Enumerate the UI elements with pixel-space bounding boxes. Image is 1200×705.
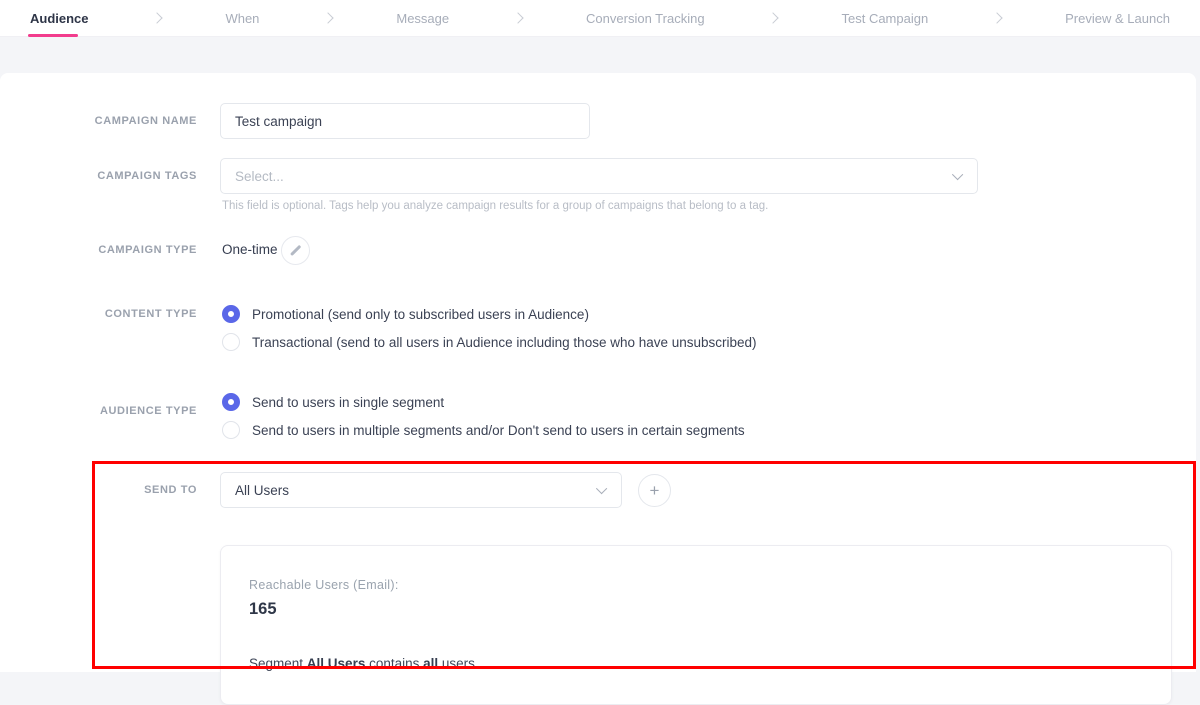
- radio-option-label: Promotional (send only to subscribed users in Audience): [252, 306, 589, 322]
- content-type-option-promotional[interactable]: [222, 305, 589, 323]
- edit-campaign-type-button[interactable]: [281, 236, 310, 265]
- radio-option-label: Transactional (send to all users in Audience including those who have unsubscribed): [252, 334, 757, 350]
- plus-icon: +: [649, 481, 660, 500]
- step-when[interactable]: When: [225, 10, 260, 26]
- chevron-right-icon: [767, 12, 778, 23]
- radio-option-label: Send to users in single segment: [252, 394, 445, 410]
- campaign-name-label: CAMPAIGN NAME: [94, 115, 197, 127]
- content-type-label: CONTENT TYPE: [104, 308, 197, 320]
- radio-unselected-icon[interactable]: [222, 421, 240, 439]
- radio-selected-icon[interactable]: [222, 393, 240, 411]
- segment-summary-line: [249, 656, 1171, 671]
- wizard-stepper: [0, 0, 1200, 36]
- send-to-selected-value: All Users: [235, 482, 290, 498]
- audience-type-option-multiple[interactable]: [222, 421, 745, 439]
- chevron-right-icon: [512, 12, 523, 23]
- step-conversion-tracking[interactable]: Conversion Tracking: [586, 10, 705, 26]
- segment-line-suffix: users: [438, 656, 475, 671]
- wizard-stepper-bar: [0, 0, 1200, 37]
- segment-line-middle: contains: [365, 656, 424, 671]
- radio-option-label: Send to users in multiple segments and/or Don't send to users in certain segments: [252, 422, 745, 438]
- campaign-tags-placeholder: Select...: [235, 168, 284, 184]
- segment-name: All Users: [306, 656, 366, 671]
- send-to-select[interactable]: [220, 472, 622, 508]
- step-audience[interactable]: Audience: [30, 11, 89, 26]
- radio-unselected-icon[interactable]: [222, 333, 240, 351]
- reachable-users-count: 165: [249, 600, 277, 618]
- campaign-name-input[interactable]: [220, 103, 590, 139]
- content-type-option-transactional[interactable]: [222, 333, 757, 351]
- radio-selected-icon[interactable]: [222, 305, 240, 323]
- send-to-label: SEND TO: [144, 484, 197, 496]
- segment-line-prefix: Segment: [249, 656, 307, 671]
- campaign-type-label: CAMPAIGN TYPE: [98, 244, 197, 256]
- campaign-tags-select[interactable]: [220, 158, 978, 194]
- campaign-audience-panel: [0, 73, 1196, 672]
- reachable-users-label: Reachable Users (Email):: [249, 578, 399, 592]
- step-test-campaign[interactable]: Test Campaign: [841, 10, 929, 26]
- campaign-tags-helper: This field is optional. Tags help you analyze campaign results for a group of campaigns that belong to a tag.: [222, 200, 769, 212]
- pencil-icon: [290, 245, 301, 256]
- chevron-right-icon: [151, 12, 162, 23]
- segment-qualifier: all: [423, 656, 439, 671]
- campaign-tags-label: CAMPAIGN TAGS: [97, 170, 197, 182]
- add-segment-button[interactable]: [638, 474, 671, 507]
- step-preview-launch[interactable]: Preview & Launch: [1065, 10, 1170, 26]
- audience-type-option-single[interactable]: [222, 393, 444, 411]
- chevron-right-icon: [322, 12, 333, 23]
- step-message[interactable]: Message: [396, 10, 450, 26]
- active-step-underline: [28, 34, 78, 37]
- chevron-right-icon: [991, 12, 1002, 23]
- reachable-users-card: [220, 545, 1172, 705]
- campaign-type-value: One-time: [222, 242, 278, 257]
- audience-type-label: AUDIENCE TYPE: [99, 405, 197, 417]
